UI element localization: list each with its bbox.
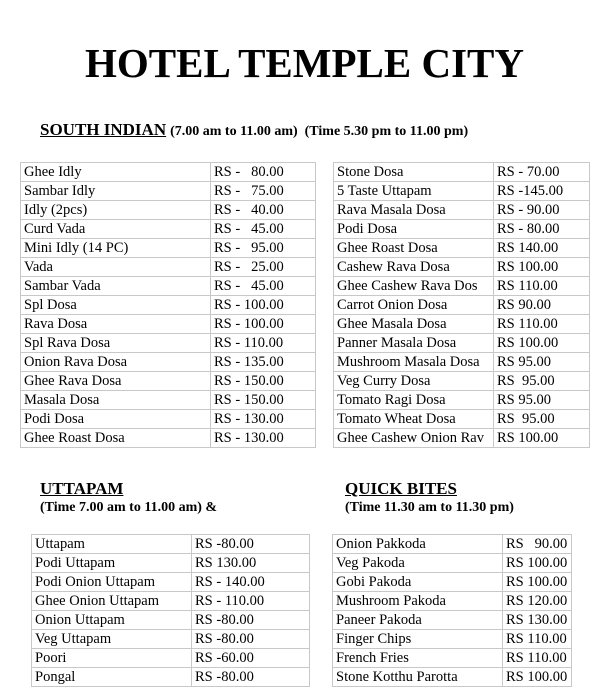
item-name: Ghee Rava Dosa	[21, 372, 211, 391]
menu-row	[21, 410, 590, 429]
menu-row	[21, 182, 590, 201]
menu-row	[21, 239, 590, 258]
menu-row	[21, 334, 590, 353]
item-price: RS - 150.00	[211, 391, 316, 410]
spacer-cell	[310, 592, 333, 611]
item-name: Gobi Pakoda	[333, 573, 503, 592]
spacer-cell	[316, 220, 334, 239]
menu-row	[21, 201, 590, 220]
south-indian-header	[40, 120, 468, 140]
item-name: Podi Uttapam	[32, 554, 192, 573]
item-price: RS - 135.00	[211, 353, 316, 372]
item-name: Podi Dosa	[21, 410, 211, 429]
menu-row	[21, 372, 590, 391]
item-name: Tomato Ragi Dosa	[334, 391, 494, 410]
item-name: Stone Dosa	[334, 163, 494, 182]
menu-row	[21, 315, 590, 334]
menu-row	[32, 554, 572, 573]
south-indian-timing: (7.00 am to 11.00 am) (Time 5.30 pm to 11.00 pm)	[170, 124, 469, 139]
spacer-cell	[310, 554, 333, 573]
spacer-cell	[316, 163, 334, 182]
item-price: RS 140.00	[494, 239, 590, 258]
item-name: Ghee Cashew Rava Dos	[334, 277, 494, 296]
item-price: RS -80.00	[192, 630, 310, 649]
item-name: Mushroom Pakoda	[333, 592, 503, 611]
menu-row	[32, 630, 572, 649]
item-price: RS 90.00	[494, 296, 590, 315]
item-price: RS 95.00	[494, 410, 590, 429]
item-name: Ghee Roast Dosa	[21, 429, 211, 448]
item-price: RS 110.00	[503, 630, 572, 649]
item-name: Ghee Roast Dosa	[334, 239, 494, 258]
spacer-cell	[316, 391, 334, 410]
item-name: Spl Rava Dosa	[21, 334, 211, 353]
south-indian-menu-table	[20, 162, 590, 448]
item-name: Onion Uttapam	[32, 611, 192, 630]
item-price: RS 110.00	[503, 649, 572, 668]
item-name: Paneer Pakoda	[333, 611, 503, 630]
item-name: Rava Masala Dosa	[334, 201, 494, 220]
item-name: Idly (2pcs)	[21, 201, 211, 220]
item-name: Ghee Onion Uttapam	[32, 592, 192, 611]
menu-row	[21, 296, 590, 315]
item-price: RS 95.00	[494, 372, 590, 391]
item-price: RS - 40.00	[211, 201, 316, 220]
hotel-title: HOTEL TEMPLE CITY	[85, 40, 524, 86]
item-name: Finger Chips	[333, 630, 503, 649]
item-name: French Fries	[333, 649, 503, 668]
menu-row	[32, 611, 572, 630]
item-price: RS -80.00	[192, 535, 310, 554]
item-name: Panner Masala Dosa	[334, 334, 494, 353]
item-price: RS - 100.00	[211, 296, 316, 315]
uttapam-heading: UTTAPAM	[40, 479, 124, 498]
item-name: Mini Idly (14 PC)	[21, 239, 211, 258]
item-price: RS 110.00	[494, 315, 590, 334]
item-name: Ghee Masala Dosa	[334, 315, 494, 334]
item-price: RS - 150.00	[211, 372, 316, 391]
item-price: RS 95.00	[494, 391, 590, 410]
item-name: Spl Dosa	[21, 296, 211, 315]
south-indian-heading: SOUTH INDIAN	[40, 120, 167, 139]
spacer-cell	[316, 334, 334, 353]
item-name: Veg Uttapam	[32, 630, 192, 649]
spacer-cell	[316, 239, 334, 258]
item-name: Podi Onion Uttapam	[32, 573, 192, 592]
spacer-cell	[316, 258, 334, 277]
quick-bites-heading: QUICK BITES	[345, 479, 457, 498]
spacer-cell	[316, 410, 334, 429]
item-name: Masala Dosa	[21, 391, 211, 410]
spacer-cell	[316, 296, 334, 315]
menu-row	[21, 353, 590, 372]
item-price: RS - 80.00	[494, 220, 590, 239]
item-price: RS -80.00	[192, 611, 310, 630]
menu-row	[21, 258, 590, 277]
spacer-cell	[310, 668, 333, 687]
menu-row	[21, 429, 590, 448]
spacer-cell	[316, 315, 334, 334]
item-name: Onion Pakkoda	[333, 535, 503, 554]
item-name: Sambar Idly	[21, 182, 211, 201]
item-price: RS 95.00	[494, 353, 590, 372]
item-price: RS - 130.00	[211, 429, 316, 448]
item-price: RS - 90.00	[494, 201, 590, 220]
item-name: Curd Vada	[21, 220, 211, 239]
item-price: RS 100.00	[494, 258, 590, 277]
spacer-cell	[316, 277, 334, 296]
menu-row	[21, 163, 590, 182]
item-price: RS - 100.00	[211, 315, 316, 334]
item-price: RS -145.00	[494, 182, 590, 201]
menu-row	[32, 573, 572, 592]
item-name: Poori	[32, 649, 192, 668]
item-name: Ghee Cashew Onion Rav	[334, 429, 494, 448]
spacer-cell	[310, 573, 333, 592]
menu-row	[32, 649, 572, 668]
item-price: RS 100.00	[503, 554, 572, 573]
item-name: Sambar Vada	[21, 277, 211, 296]
spacer-cell	[310, 535, 333, 554]
item-price: RS - 95.00	[211, 239, 316, 258]
menu-row	[21, 220, 590, 239]
item-price: RS - 130.00	[211, 410, 316, 429]
item-name: Carrot Onion Dosa	[334, 296, 494, 315]
item-name: Tomato Wheat Dosa	[334, 410, 494, 429]
menu-row	[32, 668, 572, 687]
quick-bites-timing: (Time 11.30 am to 11.30 pm)	[345, 500, 514, 515]
item-name: Stone Kotthu Parotta	[333, 668, 503, 687]
spacer-cell	[310, 649, 333, 668]
spacer-cell	[316, 182, 334, 201]
item-price: RS 100.00	[494, 334, 590, 353]
menu-row	[21, 277, 590, 296]
item-price: RS 130.00	[503, 611, 572, 630]
menu-row	[32, 592, 572, 611]
spacer-cell	[316, 201, 334, 220]
item-price: RS - 110.00	[192, 592, 310, 611]
item-name: Pongal	[32, 668, 192, 687]
item-price: RS - 80.00	[211, 163, 316, 182]
item-price: RS -60.00	[192, 649, 310, 668]
spacer-cell	[316, 353, 334, 372]
item-price: RS - 75.00	[211, 182, 316, 201]
item-name: Ghee Idly	[21, 163, 211, 182]
item-name: Mushroom Masala Dosa	[334, 353, 494, 372]
item-price: RS - 45.00	[211, 277, 316, 296]
spacer-cell	[316, 372, 334, 391]
item-name: 5 Taste Uttapam	[334, 182, 494, 201]
item-name: Veg Pakoda	[333, 554, 503, 573]
item-price: RS - 25.00	[211, 258, 316, 277]
item-price: RS - 45.00	[211, 220, 316, 239]
item-price: RS 110.00	[494, 277, 590, 296]
item-price: RS 100.00	[494, 429, 590, 448]
item-price: RS - 70.00	[494, 163, 590, 182]
item-name: Veg Curry Dosa	[334, 372, 494, 391]
item-price: RS 90.00	[503, 535, 572, 554]
item-name: Cashew Rava Dosa	[334, 258, 494, 277]
uttapam-timing: (Time 7.00 am to 11.00 am) &	[40, 500, 218, 515]
item-name: Onion Rava Dosa	[21, 353, 211, 372]
uttapam-quick-bites-table	[31, 534, 572, 687]
item-name: Podi Dosa	[334, 220, 494, 239]
item-price: RS - 140.00	[192, 573, 310, 592]
item-price: RS 120.00	[503, 592, 572, 611]
item-price: RS -80.00	[192, 668, 310, 687]
item-name: Vada	[21, 258, 211, 277]
uttapam-header	[40, 479, 123, 499]
spacer-cell	[316, 429, 334, 448]
menu-row	[32, 535, 572, 554]
item-name: Uttapam	[32, 535, 192, 554]
menu-row	[21, 391, 590, 410]
item-name: Rava Dosa	[21, 315, 211, 334]
item-price: RS 100.00	[503, 668, 572, 687]
item-price: RS - 110.00	[211, 334, 316, 353]
spacer-cell	[310, 611, 333, 630]
item-price: RS 130.00	[192, 554, 310, 573]
spacer-cell	[310, 630, 333, 649]
quick-bites-header	[345, 479, 457, 499]
item-price: RS 100.00	[503, 573, 572, 592]
